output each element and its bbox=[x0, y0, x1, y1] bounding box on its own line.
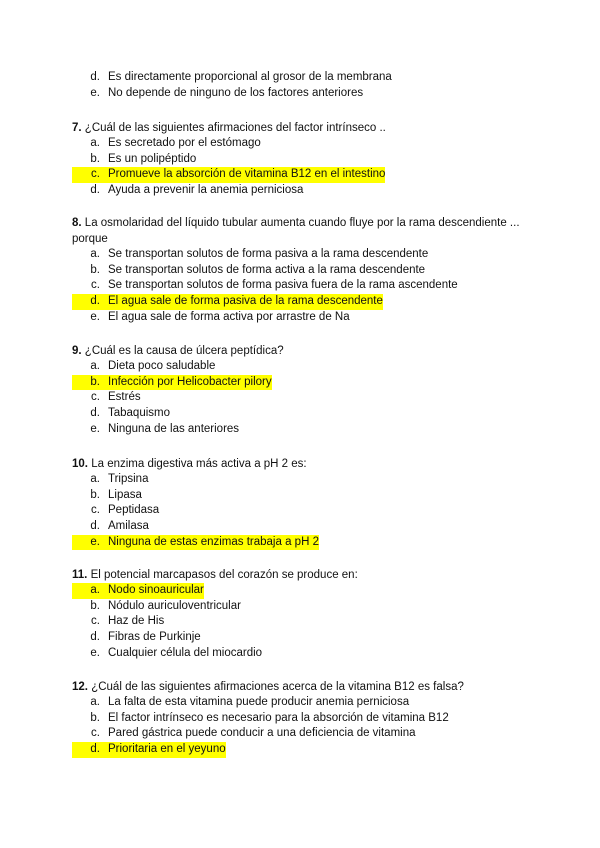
option-item bbox=[72, 646, 542, 662]
option-item bbox=[72, 406, 542, 422]
option-letter: d. bbox=[72, 742, 108, 758]
option-list bbox=[72, 359, 542, 437]
option-text: Nodo sinoauricular bbox=[108, 583, 204, 599]
option-letter: d. bbox=[90, 631, 100, 644]
option-text: Se transportan solutos de forma pasiva fuera de la rama ascendente bbox=[108, 279, 458, 292]
question-8 bbox=[72, 215, 542, 325]
question-number: 8. bbox=[72, 217, 82, 229]
option-text: Pared gástrica puede conducir a una deficiencia de vitamina bbox=[108, 727, 416, 740]
option-text: Lipasa bbox=[108, 488, 142, 501]
option-text: Ninguna de estas enzimas trabaja a pH 2 bbox=[108, 535, 319, 551]
question-stem bbox=[72, 215, 542, 247]
option-letter: e. bbox=[90, 646, 100, 659]
option-item bbox=[72, 70, 542, 86]
option-text: Es directamente proporcional al grosor de la membrana bbox=[108, 71, 392, 83]
option-letter: d. bbox=[90, 520, 100, 533]
option-letter: e. bbox=[72, 535, 108, 551]
option-text: Estrés bbox=[108, 391, 141, 404]
option-item bbox=[72, 390, 542, 406]
question-7 bbox=[72, 120, 542, 199]
option-text: Peptidasa bbox=[108, 504, 160, 517]
question-text: ¿Cuál de las siguientes afirmaciones acerca de la vitamina B12 es falsa? bbox=[91, 681, 464, 693]
option-letter: c. bbox=[72, 167, 108, 183]
option-text: No depende de ninguno de los factores anteriores bbox=[108, 86, 364, 99]
option-text: Fibras de Purkinje bbox=[108, 631, 201, 644]
option-item bbox=[72, 583, 542, 599]
option-text: Haz de His bbox=[108, 615, 165, 628]
option-item bbox=[72, 247, 542, 263]
option-item bbox=[72, 310, 542, 326]
option-item bbox=[72, 726, 542, 742]
option-letter: b. bbox=[72, 375, 108, 391]
option-letter: b. bbox=[90, 488, 100, 501]
option-text: Tripsina bbox=[108, 473, 149, 485]
option-list bbox=[72, 136, 542, 199]
option-item bbox=[72, 167, 542, 183]
option-item bbox=[72, 535, 542, 551]
option-item bbox=[72, 278, 542, 294]
option-item bbox=[72, 422, 542, 438]
option-letter: b. bbox=[90, 599, 100, 612]
option-text: El factor intrínseco es necesario para la absorción de vitamina B12 bbox=[108, 711, 449, 724]
option-letter: c. bbox=[91, 615, 100, 628]
question-10 bbox=[72, 456, 542, 550]
option-item bbox=[72, 711, 542, 727]
option-letter: b. bbox=[90, 711, 100, 724]
option-text: Infección por Helicobacter pilory bbox=[108, 375, 272, 391]
option-item bbox=[72, 183, 542, 199]
question-text: El potencial marcapasos del corazón se produce en: bbox=[90, 569, 358, 581]
question-number: 10. bbox=[72, 458, 88, 470]
option-item bbox=[72, 742, 542, 758]
option-list bbox=[72, 695, 542, 758]
question-number: 9. bbox=[72, 345, 82, 357]
option-item bbox=[72, 614, 542, 630]
option-text: La falta de esta vitamina puede producir anemia perniciosa bbox=[108, 696, 410, 708]
option-item bbox=[72, 695, 542, 711]
question-stem bbox=[72, 120, 542, 136]
option-text: Se transportan solutos de forma pasiva a la rama descendente bbox=[108, 248, 429, 260]
option-text: El agua sale de forma pasiva de la rama descendente bbox=[108, 294, 383, 310]
question-text: La osmolaridad del líquido tubular aumenta cuando fluye por la rama descendiente ... porque bbox=[72, 217, 520, 245]
option-item bbox=[72, 519, 542, 535]
option-item bbox=[72, 488, 542, 504]
option-item bbox=[72, 472, 542, 488]
question-stem bbox=[72, 567, 542, 583]
option-letter: a. bbox=[90, 473, 100, 485]
option-text: Tabaquismo bbox=[108, 407, 171, 420]
option-letter: c. bbox=[91, 727, 100, 740]
question-11 bbox=[72, 567, 542, 661]
option-item bbox=[72, 503, 542, 519]
option-letter: d. bbox=[90, 184, 100, 197]
option-text: Cualquier célula del miocardio bbox=[108, 646, 263, 659]
option-item bbox=[72, 359, 542, 375]
option-item bbox=[72, 136, 542, 152]
option-letter: e. bbox=[90, 310, 100, 323]
option-letter: c. bbox=[91, 391, 100, 404]
question-stem bbox=[72, 679, 542, 695]
option-text: Es secretado por el estómago bbox=[108, 137, 261, 149]
option-text: Se transportan solutos de forma activa a la rama descendente bbox=[108, 263, 426, 276]
option-letter: d. bbox=[72, 294, 108, 310]
question-text: ¿Cuál de las siguientes afirmaciones del factor intrínseco .. bbox=[84, 122, 386, 134]
option-item bbox=[72, 375, 542, 391]
option-letter: c. bbox=[91, 279, 100, 292]
option-letter: b. bbox=[90, 263, 100, 276]
option-letter: a. bbox=[90, 360, 100, 372]
question-number: 7. bbox=[72, 122, 82, 134]
option-letter: e. bbox=[90, 422, 100, 435]
option-list bbox=[72, 247, 542, 325]
option-item bbox=[72, 263, 542, 279]
option-text: Amilasa bbox=[108, 520, 149, 533]
option-item bbox=[72, 630, 542, 646]
question-text: La enzima digestiva más activa a pH 2 es: bbox=[91, 458, 307, 470]
option-letter: c. bbox=[91, 504, 100, 517]
option-letter: a. bbox=[90, 248, 100, 260]
option-list bbox=[72, 70, 542, 101]
option-item bbox=[72, 599, 542, 615]
option-text: Nódulo auriculoventricular bbox=[108, 599, 241, 612]
question-stem bbox=[72, 343, 542, 359]
option-text: Promueve la absorción de vitamina B12 en el intestino bbox=[108, 167, 385, 183]
question-9 bbox=[72, 343, 542, 437]
option-text: Ayuda a prevenir la anemia perniciosa bbox=[108, 184, 304, 197]
option-text: Dieta poco saludable bbox=[108, 360, 216, 372]
option-text: Ninguna de las anteriores bbox=[108, 422, 240, 435]
option-letter: a. bbox=[90, 137, 100, 149]
option-letter: d. bbox=[90, 71, 100, 83]
option-letter: b. bbox=[90, 152, 100, 165]
option-item bbox=[72, 152, 542, 168]
option-letter: e. bbox=[90, 86, 100, 99]
question-number: 12. bbox=[72, 681, 88, 693]
question-text: ¿Cuál es la causa de úlcera peptídica? bbox=[84, 345, 284, 357]
option-text: El agua sale de forma activa por arrastre de Na bbox=[108, 310, 350, 323]
question-stem bbox=[72, 456, 542, 472]
option-item bbox=[72, 86, 542, 102]
option-item bbox=[72, 294, 542, 310]
option-letter: a. bbox=[72, 583, 108, 599]
option-letter: a. bbox=[90, 696, 100, 708]
option-letter: d. bbox=[90, 407, 100, 420]
option-text: Prioritaria en el yeyuno bbox=[108, 742, 226, 758]
option-text: Es un polipéptido bbox=[108, 152, 197, 165]
continuation-block bbox=[72, 70, 542, 101]
option-list bbox=[72, 472, 542, 550]
question-number: 11. bbox=[72, 569, 88, 581]
option-list bbox=[72, 583, 542, 661]
question-12 bbox=[72, 679, 542, 758]
